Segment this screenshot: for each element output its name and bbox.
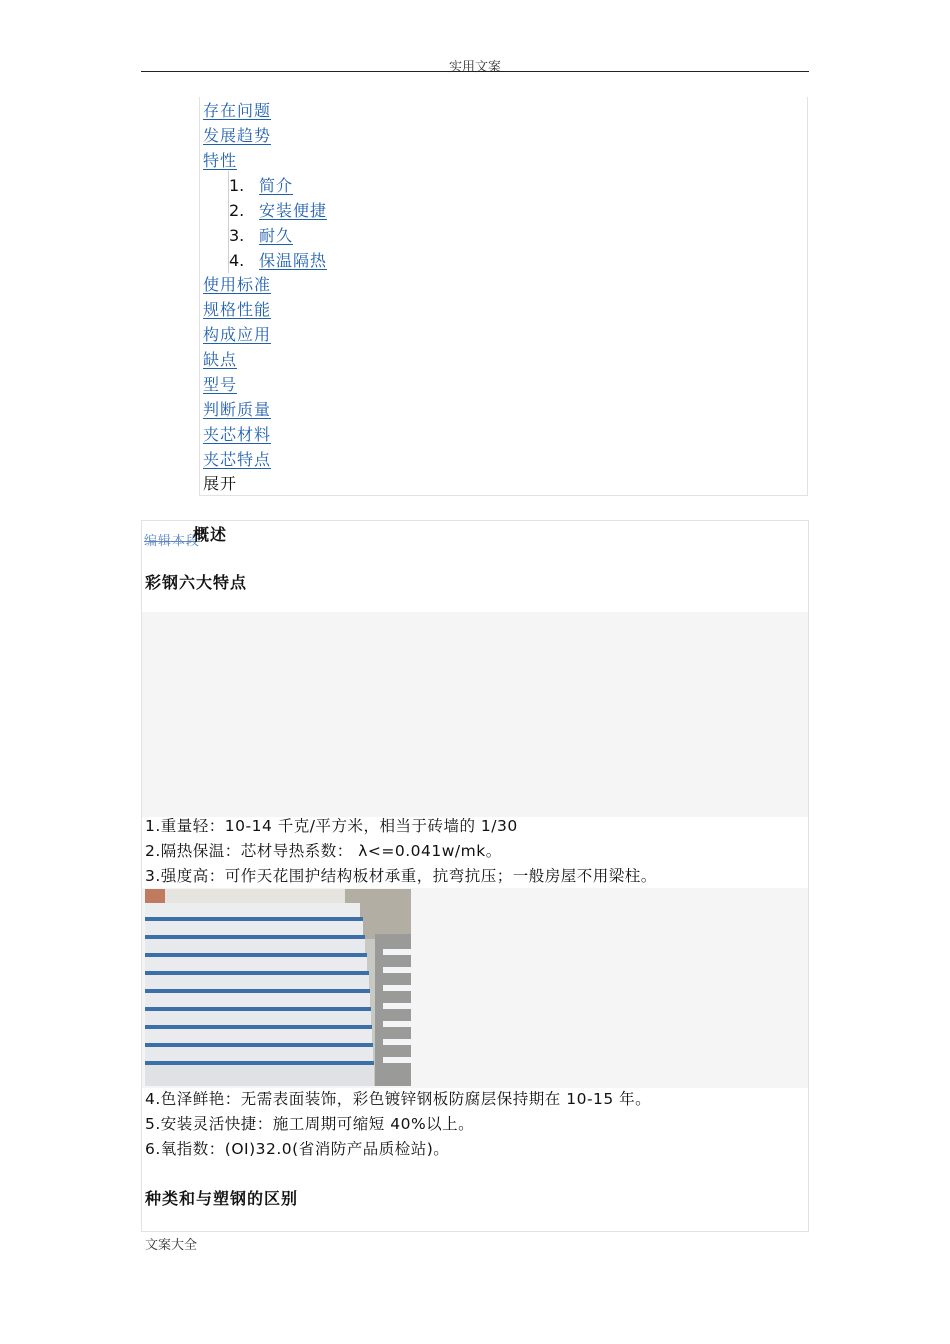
page-footer-text: 文案大全	[145, 1238, 198, 1253]
toc-expand-button[interactable]: 展开	[203, 474, 238, 493]
toc-item-existing-problems[interactable]: 存在问题	[203, 101, 272, 120]
page-header-title: 实用文案	[448, 60, 501, 75]
toc-item-drawbacks[interactable]: 缺点	[203, 350, 238, 369]
header-divider	[141, 71, 809, 72]
toc-item-spec-performance[interactable]: 规格性能	[203, 300, 272, 319]
table-of-contents	[199, 97, 808, 496]
feature-line: 1.重量轻：10-14 千克/平方米，相当于砖墙的 1/30	[145, 817, 518, 835]
feature-line: 2.隔热保温：芯材导热系数： λ<=0.041w/mk。	[145, 842, 502, 860]
sandwich-panel-photo	[145, 889, 411, 1086]
toc-item-development-trend[interactable]: 发展趋势	[203, 126, 272, 145]
feature-line: 3.强度高：可作天花围护结构板材承重，抗弯抗压；一般房屋不用梁柱。	[145, 867, 657, 885]
toc-item-characteristics[interactable]: 特性	[203, 151, 238, 170]
sub-item-number: 4.	[229, 251, 245, 270]
toc-sub-item-intro[interactable]: 简介	[259, 176, 294, 195]
sub-item-number: 2.	[229, 201, 245, 220]
feature-line: 6.氧指数：(OI)32.0(省消防产品质检站)。	[145, 1140, 450, 1158]
toc-item-core-features[interactable]: 夹芯特点	[203, 450, 272, 469]
feature-line: 5.安装灵活快捷：施工周期可缩短 40%以上。	[145, 1115, 475, 1133]
edit-section-link[interactable]: 编辑本段	[144, 534, 201, 549]
section-subtitle: 彩钢六大特点	[145, 573, 248, 592]
toc-item-usage-standard[interactable]: 使用标准	[203, 275, 272, 294]
toc-item-composition-application[interactable]: 构成应用	[203, 325, 272, 344]
toc-sub-item-durable[interactable]: 耐久	[259, 226, 294, 245]
feature-line: 4.色泽鲜艳：无需表面装饰，彩色镀锌钢板防腐层保持期在 10-15 年。	[145, 1090, 652, 1108]
sub-item-number: 1.	[229, 176, 245, 195]
toc-sub-item-insulation[interactable]: 保温隔热	[259, 251, 328, 270]
sub-item-number: 3.	[229, 226, 245, 245]
toc-item-core-material[interactable]: 夹芯材料	[203, 425, 272, 444]
section-title: 概述	[193, 525, 228, 544]
toc-item-models[interactable]: 型号	[203, 375, 238, 394]
section-heading-types: 种类和与塑钢的区别	[145, 1189, 299, 1208]
toc-item-quality-judgment[interactable]: 判断质量	[203, 400, 272, 419]
toc-sub-item-easy-install[interactable]: 安装便捷	[259, 201, 328, 220]
image-placeholder	[142, 612, 808, 817]
